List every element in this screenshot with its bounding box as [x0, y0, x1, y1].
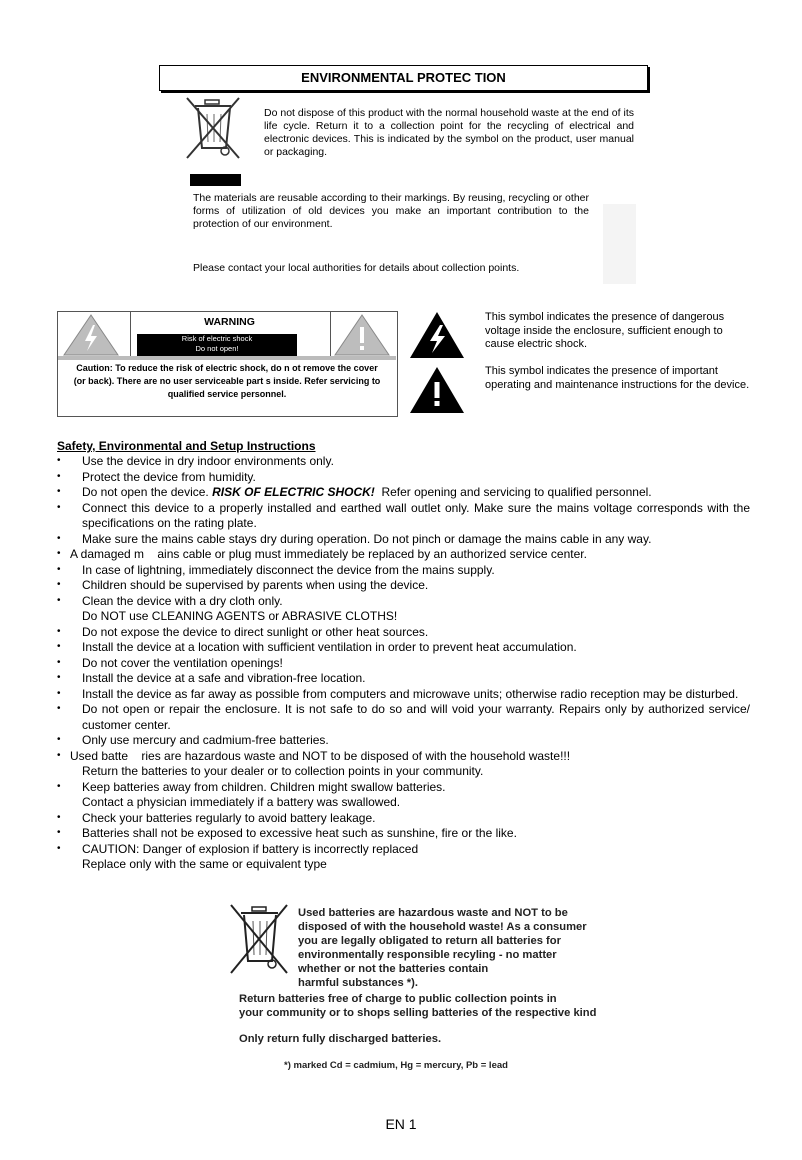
list-item: • In case of lightning, immediately disconnect the device from the mains supply.: [57, 562, 495, 577]
list-item: • Connect this device to a properly installed and earthed wall outlet only. Make sure the mains voltage corresponds with the specifications on the rating plate.: [57, 500, 750, 530]
list-item: • Do not open the device. RISK OF ELECTRIC SHOCK! Refer opening and servicing to qualified personnel.: [57, 485, 652, 499]
env-paragraph-disposal: Do not dispose of this product with the normal household waste at the end of its life cycle. Return it to a collection point for the recycling of electrical and electronic devices. This is indicated by the symbol on the product, user manual or packaging.: [264, 107, 634, 158]
risk-electric-shock-emphasis: RISK OF ELECTRIC SHOCK!: [212, 485, 375, 499]
list-item: • Batteries shall not be exposed to excessive heat such as sunshine, fire or the like.: [57, 826, 517, 840]
electric-shock-warning-icon: [62, 313, 120, 357]
battery-discharged-text: Only return fully discharged batteries.: [239, 1033, 442, 1045]
warning-black-label: [137, 334, 297, 356]
list-item: • Used batte ries are hazardous waste and NOT to be disposed of with the household waste!!!: [57, 748, 571, 763]
list-item: • Children should be supervised by parents when using the device.: [57, 578, 429, 592]
list-item: • Keep batteries away from children. Children might swallow batteries.: [57, 779, 446, 794]
list-item: • Protect the device from humidity.: [57, 469, 256, 484]
important-symbol-text: This symbol indicates the presence of important operating and maintenance instructions for the device.: [485, 365, 750, 391]
warning-divider: [58, 356, 396, 360]
list-item: • Only use mercury and cadmium-free batteries.: [57, 733, 329, 747]
list-item: • Do not open or repair the enclosure. It is not safe to do so and will void your warranty. Repairs only by authorized service/ customer center.: [57, 702, 750, 732]
list-item: • A damaged m ains cable or plug must immediately be replaced by an authorized service center.: [57, 547, 587, 561]
battery-return-text: Return batteries free of charge to public collection points in your community or to shops selling batteries of the respective kind: [239, 993, 597, 1019]
list-item: • Install the device as far away as possible from computers and microwave units; otherwise radio reception may be disturbed.: [57, 686, 739, 701]
warning-title: WARNING: [204, 316, 255, 328]
list-item-continuation: Return the batteries to your dealer or to collection points in your community.: [82, 764, 484, 778]
safety-instructions-list: [57, 454, 750, 873]
environmental-protection-title: ENVIRONMENTAL PROTEC TION: [159, 65, 648, 91]
safety-section-title: Safety, Environmental and Setup Instructions: [57, 439, 316, 453]
list-item: • Install the device at a safe and vibration-free location.: [57, 671, 366, 685]
env-paragraph-reuse: The materials are reusable according to their markings. By reusing, recycling or other forms of utilization of old devices you make an important contribution to the protection of our environment.: [193, 192, 589, 230]
battery-footnote: *) marked Cd = cadmium, Hg = mercury, Pb = lead: [284, 1060, 508, 1071]
list-item: • Do not cover the ventilation openings!: [57, 655, 283, 670]
warning-line-1: Risk of electric shock: [181, 334, 253, 343]
weee-bin-icon: [183, 96, 245, 162]
faint-block: [603, 204, 636, 284]
exclamation-warning-icon: [333, 313, 391, 357]
list-item: • Check your batteries regularly to avoid battery leakage.: [57, 810, 376, 825]
list-item: • Clean the device with a dry cloth only.: [57, 593, 283, 608]
important-instructions-icon: [409, 366, 465, 414]
dangerous-voltage-icon: [409, 311, 465, 359]
voltage-symbol-text: This symbol indicates the presence of dangerous voltage inside the enclosure, sufficient enough to cause electric shock.: [485, 311, 725, 350]
list-item-continuation: Replace only with the same or equivalent type: [82, 857, 327, 871]
battery-notice-text: Used batteries are hazardous waste and NOT to be disposed of with the household waste! As a consumer you are legally obligated to return all batteries for environmentally responsible recyling - no matter whether or not the batteries contain harmful substances *).: [298, 907, 587, 989]
warning-line-2: Do not open!: [195, 344, 239, 353]
env-paragraph-contact: Please contact your local authorities for details about collection points.: [193, 262, 520, 274]
list-item: • Make sure the mains cable stays dry during operation. Do not pinch or damage the mains cable in any way.: [57, 531, 652, 546]
list-item: • CAUTION: Danger of explosion if battery is incorrectly replaced: [57, 841, 419, 856]
list-item-continuation: Contact a physician immediately if a battery was swallowed.: [82, 795, 401, 809]
list-item: • Use the device in dry indoor environments only.: [57, 454, 334, 468]
black-bar: [190, 174, 241, 186]
list-item-continuation: Do NOT use CLEANING AGENTS or ABRASIVE CLOTHS!: [82, 609, 398, 623]
list-item: • Install the device at a location with sufficient ventilation in order to prevent heat accumulation.: [57, 640, 577, 654]
page-number: EN 1: [385, 1116, 417, 1132]
list-item: • Do not expose the device to direct sunlight or other heat sources.: [57, 624, 429, 639]
warning-caution-text: Caution: To reduce the risk of electric shock, do n ot remove the cover (or back). There are no user serviceable part s inside. Refer servicing to qualified service personnel.: [73, 363, 381, 399]
battery-bin-icon: [228, 903, 292, 977]
